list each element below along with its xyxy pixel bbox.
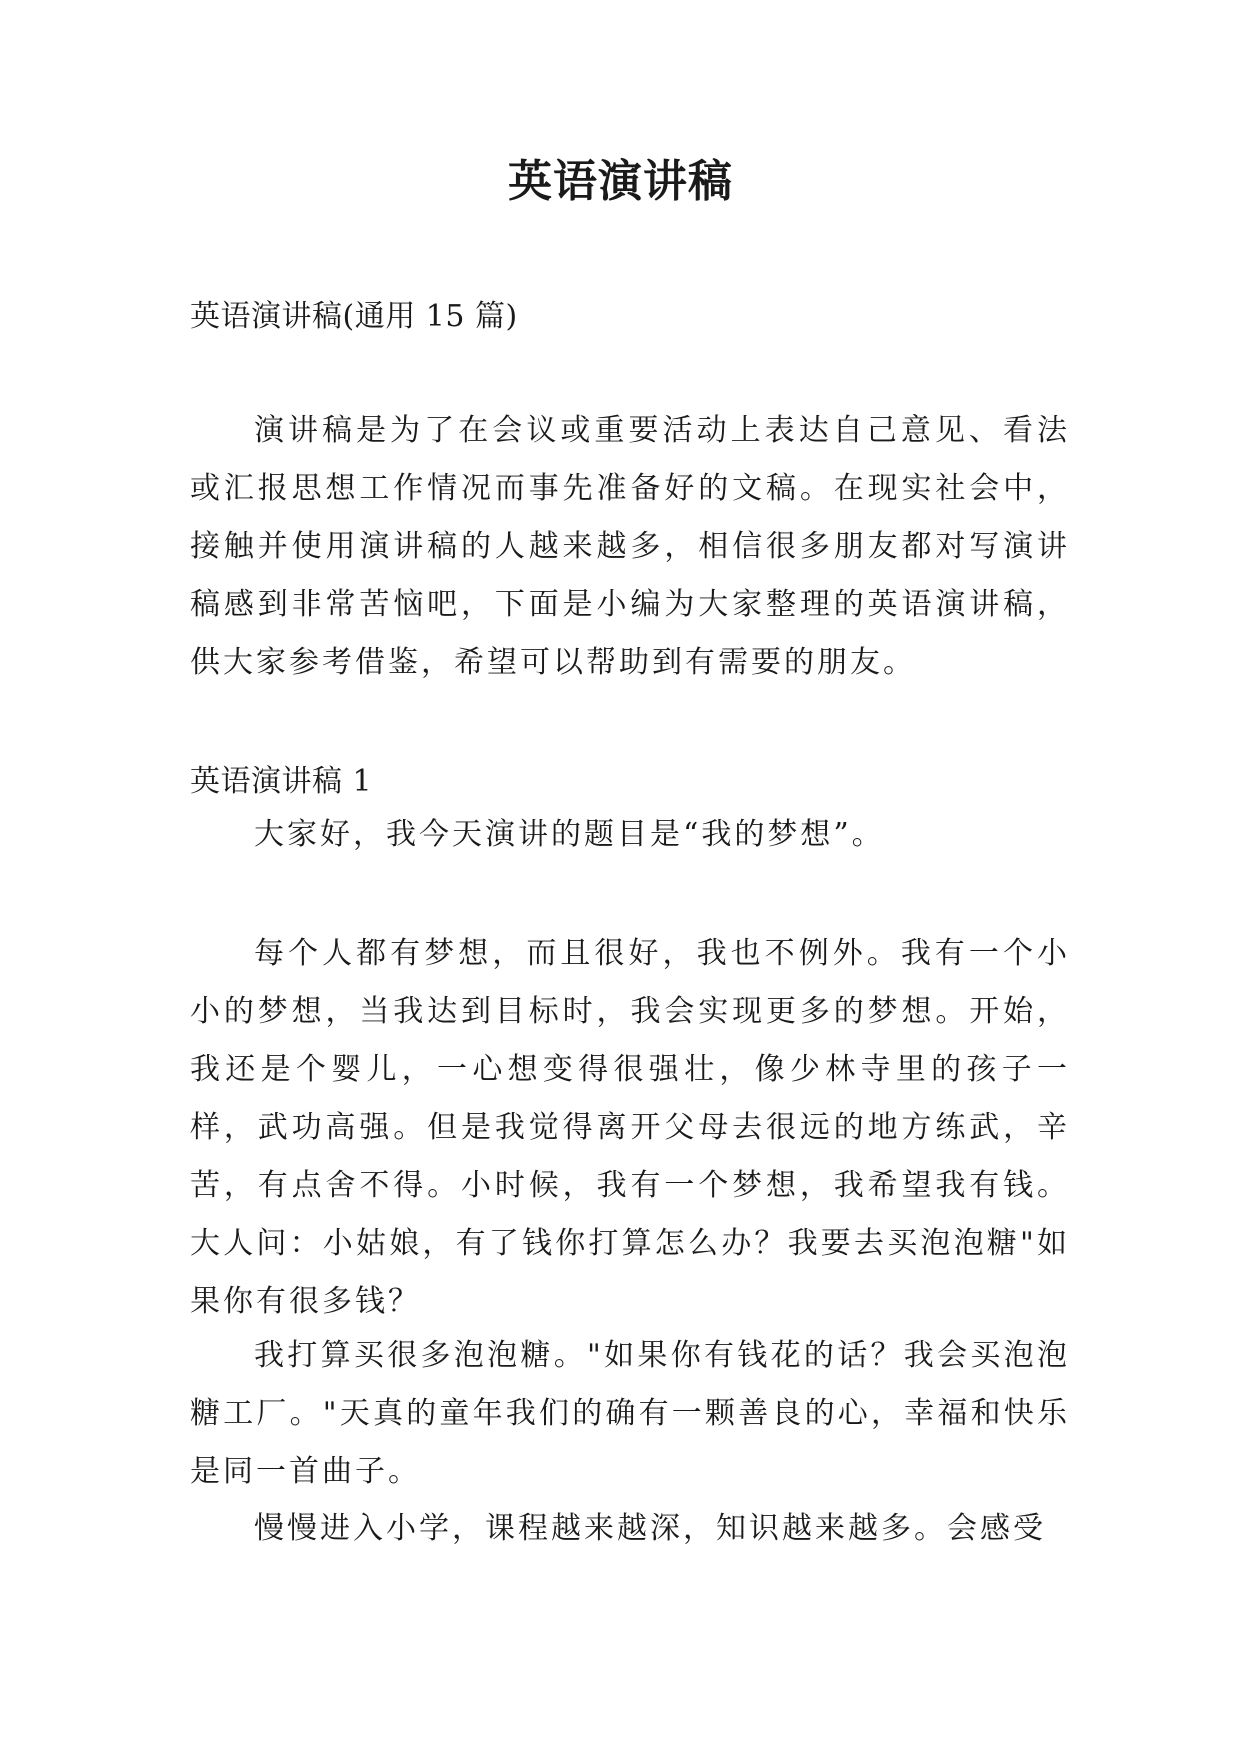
- paragraph-greeting: 大家好，我今天演讲的题目是“我的梦想”。: [254, 817, 885, 852]
- paragraph-dream: 每个人都有梦想，而且很好，我也不例外。我有一个小小的梦想，当我达到目标时，我会实现更多的梦想。开始，我还是个婴儿，一心想变得很强壮，像少林寺里的孩子一样，武功高强。但是我觉得离开父母去很远的地方练武，辛苦，有点舍不得。小时候，我有一个梦想，我希望我有钱。大人问：小姑娘，有了钱你打算怎么办？我要去买泡泡糖"如果你有很多钱？: [190, 936, 1070, 1319]
- paragraph-bubblegum: 我打算买很多泡泡糖。"如果你有钱花的话？我会买泡泡糖工厂。"天真的童年我们的确有一颗善良的心，幸福和快乐是同一首曲子。: [190, 1338, 1070, 1489]
- section-heading: 英语演讲稿 1: [190, 764, 373, 799]
- document-title: 英语演讲稿: [508, 156, 733, 207]
- intro-paragraph: 演讲稿是为了在会议或重要活动上表达自己意见、看法或汇报思想工作情况而事先准备好的文稿。在现实社会中，接触并使用演讲稿的人越来越多，相信很多朋友都对写演讲稿感到非常苦恼吧，下面是小编为大家整理的英语演讲稿，供大家参考借鉴，希望可以帮助到有需要的朋友。: [190, 413, 1070, 680]
- paragraph-school: 慢慢进入小学，课程越来越深，知识越来越多。会感受: [254, 1511, 1046, 1546]
- document-subtitle: 英语演讲稿(通用 15 篇): [190, 299, 518, 334]
